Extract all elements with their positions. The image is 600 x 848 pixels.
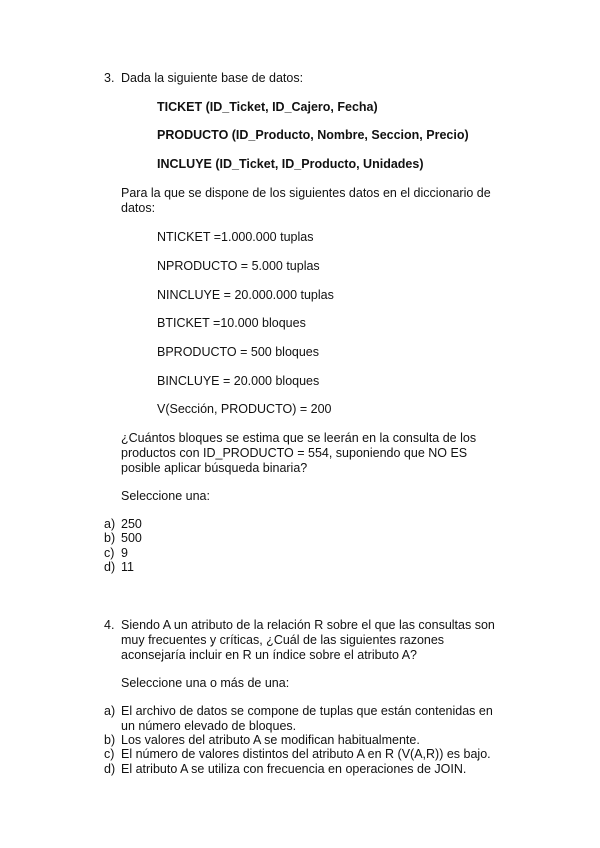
- relation-ticket: TICKET (ID_Ticket, ID_Cajero, Fecha): [157, 100, 378, 114]
- q3-option-d[interactable]: 11: [121, 560, 134, 574]
- q3-option-a[interactable]: 250: [121, 517, 142, 531]
- stat-bticket: BTICKET =10.000 bloques: [157, 316, 306, 330]
- q4-option-a-letter: a): [104, 704, 116, 718]
- q3-option-b[interactable]: 500: [121, 531, 142, 545]
- q3-question: ¿Cuántos bloques se estima que se leerán en la consulta de los productos con ID_PRODUCTO = 554, suponiendo que NO ES posible aplicar búsqueda binaria?: [121, 431, 477, 475]
- q3-instruction: Seleccione una:: [121, 489, 210, 503]
- q4-option-d-letter: d): [104, 762, 116, 776]
- dict-intro: Para la que se dispone de los siguientes datos en el diccionario de datos:: [121, 186, 491, 215]
- q3-option-c-letter: c): [104, 546, 115, 560]
- q3-option-a-letter: a): [104, 517, 116, 531]
- q4-option-b-letter: b): [104, 733, 116, 747]
- stat-bproducto: BPRODUCTO = 500 bloques: [157, 345, 319, 359]
- q4-option-c-letter: c): [104, 747, 115, 761]
- q4-option-c[interactable]: El número de valores distintos del atributo A en R (V(A,R)) es bajo.: [121, 747, 491, 761]
- q4-option-d[interactable]: El atributo A se utiliza con frecuencia en operaciones de JOIN.: [121, 762, 467, 776]
- stat-nincluye: NINCLUYE = 20.000.000 tuplas: [157, 288, 334, 302]
- stat-nproducto: NPRODUCTO = 5.000 tuplas: [157, 259, 320, 273]
- relation-incluye: INCLUYE (ID_Ticket, ID_Producto, Unidades): [157, 157, 424, 171]
- stat-v-seccion: V(Sección, PRODUCTO) = 200: [157, 402, 332, 416]
- stat-bincluye: BINCLUYE = 20.000 bloques: [157, 374, 320, 388]
- q4-question: Siendo A un atributo de la relación R sobre el que las consultas son muy frecuentes y críticas, ¿Cuál de las siguientes razones aconsejaría incluir en R un índice sobre el atributo A?: [121, 618, 495, 662]
- stat-nticket: NTICKET =1.000.000 tuplas: [157, 230, 314, 244]
- q3-option-c[interactable]: 9: [121, 546, 128, 560]
- q3-number: 3.: [104, 71, 115, 85]
- q3-option-d-letter: d): [104, 560, 116, 574]
- relation-producto: PRODUCTO (ID_Producto, Nombre, Seccion, Precio): [157, 128, 469, 142]
- q4-instruction: Seleccione una o más de una:: [121, 676, 290, 690]
- q3-intro: Dada la siguiente base de datos:: [121, 71, 304, 85]
- q4-number: 4.: [104, 618, 115, 632]
- q3-option-b-letter: b): [104, 531, 116, 545]
- q4-option-b[interactable]: Los valores del atributo A se modifican habitualmente.: [121, 733, 420, 747]
- q4-option-a[interactable]: El archivo de datos se compone de tuplas que están contenidas en un número elevado de bloques.: [121, 704, 493, 733]
